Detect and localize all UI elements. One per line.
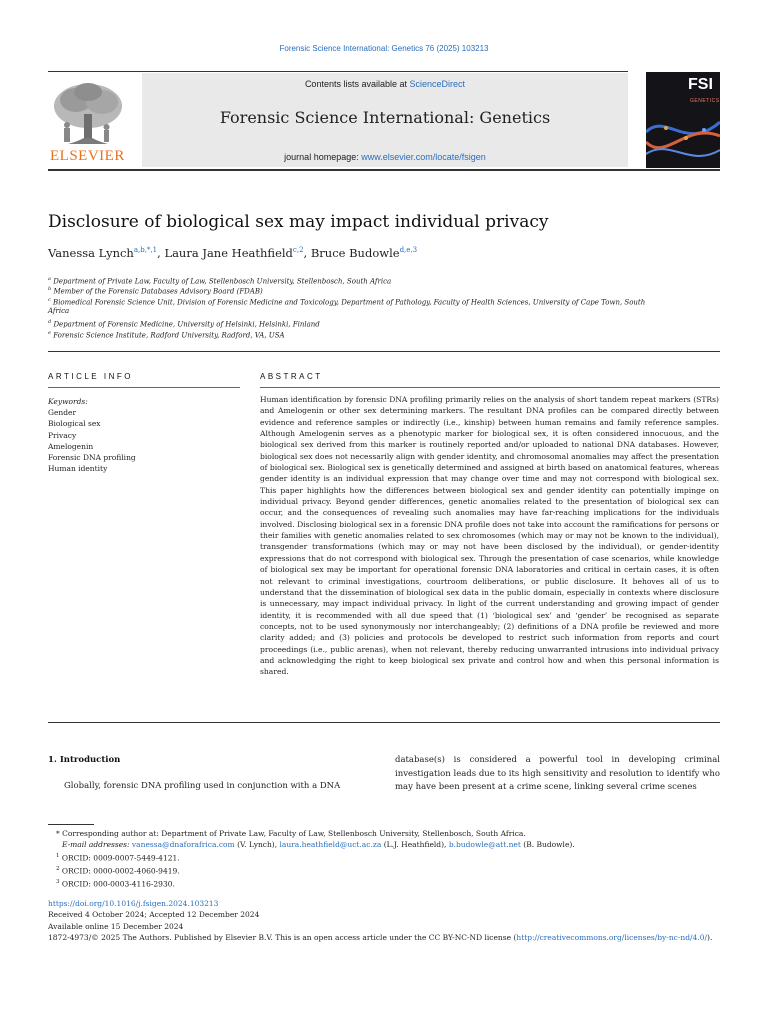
keyword: Human identity xyxy=(48,464,108,474)
license-link[interactable]: http://creativecommons.org/licenses/by-nc-nd/4.0/ xyxy=(516,933,708,943)
journal-homepage-line xyxy=(142,152,628,162)
orcid-note xyxy=(56,864,720,877)
footnote-mark: 1 xyxy=(56,852,60,859)
abstract-heading: ABSTRACT xyxy=(260,372,323,381)
sciencedirect-link[interactable]: ScienceDirect xyxy=(409,79,466,89)
author-name[interactable]: Bruce Budowle xyxy=(310,246,400,260)
affiliation xyxy=(48,329,648,340)
elsevier-wordmark: ELSEVIER xyxy=(50,148,125,164)
introduction-text-left: Globally, forensic DNA profiling used in conjunction with a DNA xyxy=(64,781,341,791)
corresponding-author-note xyxy=(56,828,720,839)
email-owner: (B. Budowle). xyxy=(523,840,575,850)
contents-line xyxy=(142,79,628,89)
affiliation-mark: b xyxy=(48,286,52,292)
article-metadata xyxy=(48,898,720,944)
license-statement xyxy=(48,932,720,943)
email-note xyxy=(56,839,720,850)
keywords-block xyxy=(48,396,136,474)
introduction-heading: 1. Introduction xyxy=(48,755,121,765)
section-divider xyxy=(48,722,720,723)
orcid-note xyxy=(56,851,720,864)
available-online: Available online 15 December 2024 xyxy=(48,921,184,931)
header-bottom-rule xyxy=(48,169,720,171)
abstract-text: Human identification by forensic DNA profiling primarily relies on the analysis of short tandem repeat markers (STRs) and Amelogenin or other sex determining markers. The resultant DNA profiles can be compared directly between evidence and reference samples or indirectly (i.e., kinship) between human remains and family reference samples. Although Amelogenin serves as a phenotypic marker for biological sex, it is often considered innocuous, and the biological sex derived from this marker is routinely reported and/or uploaded to national DNA databases. However, biological sex does not necessarily align with gender identity, and chromosomal anomalies may affect the presentation of biological sex. Biological sex is genetically determined and assigned at birth based on anatomical features, whereas gender identity is an individual expression that may change over time and may not correspond with biological sex. This paper highlights how the differences between biological sex and gender identity can potentially impinge on individual privacy. Beyond gender differences, genetic anomalies related to the presentation of biological sex can occur, and the consequences of revealing such anomalies may have far-reaching implications for the individuals involved. Disclosing biological sex in a forensic DNA profile does not take into account the ramifications for persons or their families with genetic anomalies related to sex chromosomes (which may or may not be known to the individual), transgender transformations (which may or may not have been disclosed by the individual), or gender-identity expressions that do not correspond with biological sex. Through the presentation of case scenarios, while knowledge of biological sex may be important for operational forensic DNA laboratories and critical in certain cases, it is often not relevant to criminal investigations, courtroom deliberations, or public disclosure. It behoves all of us to understand that the dissemination of biological sex data in the public domain, especially in contexts where disclosure is unnecessary, may impact individual privacy. In light of the current understanding and growing impact of gender identity, it is recommended with all due speed that (1) ‘biological sex’ and ‘gender’ be recognised as separate concepts, not to be used synonymously nor interchangeably; (2) definitions of a DNA profile be reviewed and more clarity added; and (3) policies and protocols be developed to restrict such information from reports and court proceedings (i.e., public arenas), when not relevant, thereby reducing unwarranted intrusions into individual privacy and acknowledging the right to keep biological sex private and control how and when this personal information is shared. xyxy=(260,395,719,677)
journal-title: Forensic Science International: Genetics xyxy=(219,108,551,127)
section-divider xyxy=(48,351,720,352)
article-info-heading: ARTICLE INFO xyxy=(48,372,133,381)
article-title: Disclosure of biological sex may impact individual privacy xyxy=(48,212,549,232)
email-link[interactable]: b.budowle@att.net xyxy=(448,840,521,850)
affiliation-text: Member of the Forensic Databases Advisory Board (FDAB) xyxy=(53,287,263,296)
email-owner: (V. Lynch), xyxy=(237,840,278,850)
keyword: Privacy xyxy=(48,430,77,440)
footnotes xyxy=(56,828,720,890)
affiliation-text: Department of Forensic Medicine, University of Helsinki, Helsinki, Finland xyxy=(53,320,320,329)
keyword: Gender xyxy=(48,408,77,418)
affiliation xyxy=(48,285,648,296)
keyword: Amelogenin xyxy=(48,441,94,451)
email-label: E-mail addresses: xyxy=(62,840,130,850)
affiliation-mark: e xyxy=(48,330,51,336)
homepage-link[interactable]: www.elsevier.com/locate/fsigen xyxy=(361,152,486,162)
received-dates: Received 4 October 2024; Accepted 12 December 2024 xyxy=(48,910,260,920)
author-name[interactable]: Vanessa Lynch xyxy=(48,246,134,260)
orcid-text: ORCID: 0000-0002-4060-9419. xyxy=(61,866,180,876)
abstract-rule xyxy=(260,387,720,388)
author-affiliation-marks[interactable]: c,2 xyxy=(292,246,304,254)
affiliation-mark: c xyxy=(48,297,51,303)
affiliation-text: Department of Private Law, Faculty of Law, Stellenbosch University, Stellenbosch, South Africa xyxy=(53,277,392,286)
orcid-text: ORCID: 000-0003-4116-2930. xyxy=(61,879,175,889)
email-owner: (L.J. Heathfield), xyxy=(383,840,447,850)
journal-cover-image[interactable] xyxy=(646,72,720,168)
author-list: Vanessa Lynch$^{a,b,*,1}$, Laura Jane Heathfield$^{c,2}$, Bruce Budowle$^{d,e,3}$ xyxy=(48,246,418,260)
footnote-mark: 3 xyxy=(56,878,60,885)
elsevier-logo[interactable] xyxy=(46,78,128,166)
affiliation xyxy=(48,318,648,329)
affiliation xyxy=(48,296,648,316)
author-affiliation-marks[interactable]: a,b,*,1 xyxy=(133,246,158,254)
email-link[interactable]: laura.heathfield@uct.ac.za xyxy=(279,840,382,850)
affiliation-mark: a xyxy=(48,276,51,282)
introduction-text-right: database(s) is considered a powerful tool in developing criminal investigation leads due to its high sensitivity and resolution to identify who may have been present at a crime scene, linking several crime scenes xyxy=(395,755,720,792)
corresponding-text: Corresponding author at: Department of Private Law, Faculty of Law, Stellenbosch University, Stellenbosch, South Africa. xyxy=(62,829,526,838)
keywords-label: Keywords: xyxy=(48,397,88,406)
contents-prefix: Contents lists available at xyxy=(304,79,407,89)
keyword: Biological sex xyxy=(48,419,101,429)
license-suffix: ). xyxy=(707,933,713,943)
header-top-rule xyxy=(48,71,628,72)
homepage-prefix: journal homepage: xyxy=(284,152,359,162)
orcid-note xyxy=(56,877,720,890)
footnote-mark: * xyxy=(56,829,60,838)
author-name[interactable]: Laura Jane Heathfield xyxy=(164,246,293,260)
affiliation-mark: d xyxy=(48,319,52,325)
affiliation-text: Biomedical Forensic Science Unit, Division of Forensic Medicine and Toxicology, Department of Pathology, Faculty of Health Sciences, University of Cape Town, South Africa xyxy=(48,298,646,316)
journal-reference[interactable]: Forensic Science International: Genetics 76 (2025) 103213 xyxy=(279,44,489,53)
affiliation-text: Forensic Science Institute, Radford University, Radford, VA, USA xyxy=(53,331,285,340)
email-link[interactable]: vanessa@dnaforafrica.com xyxy=(131,840,235,850)
cover-subtitle: GENETICS xyxy=(690,98,720,104)
orcid-text: ORCID: 0009-0007-5449-4121. xyxy=(61,853,180,863)
cover-title: FSI xyxy=(688,76,713,93)
article-info-rule xyxy=(48,387,240,388)
footnote-rule xyxy=(48,824,94,825)
footnote-mark: 2 xyxy=(56,865,60,872)
author-affiliation-marks[interactable]: d,e,3 xyxy=(399,246,418,254)
license-text: 1872-4973/© 2025 The Authors. Published by Elsevier B.V. This is an open access article under the CC BY-NC-ND license ( xyxy=(48,933,517,943)
keyword: Forensic DNA profiling xyxy=(48,453,136,463)
doi-link[interactable]: https://doi.org/10.1016/j.fsigen.2024.103213 xyxy=(48,899,219,908)
